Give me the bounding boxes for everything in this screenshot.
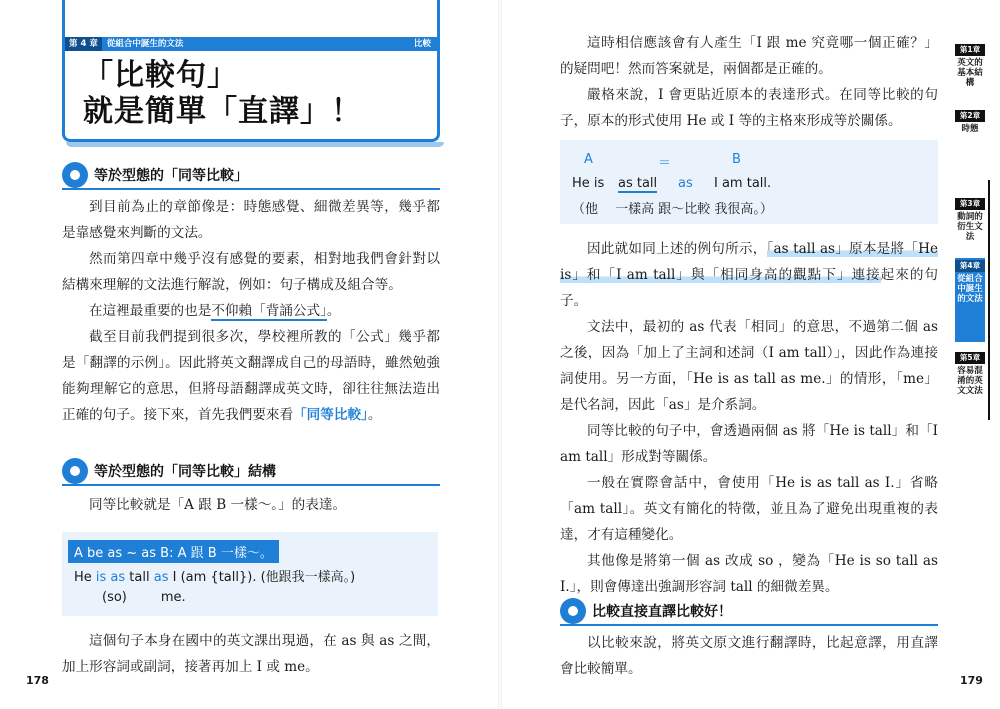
section-heading-1-label: 等於型態的「同等比較」 [94,168,248,184]
example-line-2 [102,590,186,605]
section-heading-2 [62,460,440,482]
section-heading-2-label: 等於型態的「同等比較」結構 [94,464,276,480]
chapter-tab-4[interactable] [955,258,985,342]
example-line-1 [74,566,355,585]
paragraph [560,236,938,314]
example-heading: A be as ~ as B: A 跟 B 一樣～。 [68,540,279,563]
chapter-tab-num: 第5章 [955,352,985,364]
paragraph: 一般在實際會話中，會使用「He is as tall as I.」省略「am tall」。英文有簡化的特徵，並且為了避免出現重複的表達，才有這種變化。 [560,475,938,543]
page-number-left: 178 [26,674,49,687]
chapter-title: 從組合中誕生的文法 [106,39,184,49]
chapter-tab-3[interactable] [955,198,985,248]
chapter-tab-num: 第1章 [955,44,985,56]
text-run: 截至目前我們提到很多次，學校裡所教的「公式」幾乎都是「翻譯的示例」。因此將英文翻譯成自己的母語時，雖然勉強能夠理解它的意思，但將母語翻譯成英文時，卻往往無法造出正確的句子。接下來，首先我們要來看 [62,329,440,423]
chapter-tab-text: 從組合中誕生的文法 [957,274,983,304]
page-title [83,58,362,130]
example-highlight: as [153,570,169,585]
eq-row2-b: as tall [618,176,658,191]
text-run: 。 [367,407,382,423]
emphasis-text: 不仰賴「背誦公式」 [211,303,327,319]
eq-row2-d: I am tall. [714,176,772,191]
section-underline [62,188,440,190]
chapter-strip [65,37,437,51]
paragraph [62,298,440,324]
text-run: 因此就如同上述的例句所示， [587,241,767,257]
chapter-tab-2[interactable] [955,110,985,146]
text-run: 。 [326,303,341,319]
section-underline [560,624,938,626]
chapter-tab-5[interactable] [955,352,985,412]
paragraph: 這時相信應該會有人產生「I 跟 me 究竟哪一個正確？」的疑問吧！然而答案就是，兩個都是正確的。 [560,35,938,77]
eq-row3: （他 一樣高 跟～比較 我很高。） [572,202,773,217]
gear-icon [62,162,88,188]
title-line-2: 就是簡單「直譯」！ [83,94,362,129]
chapter-tab-text: 容易混淆的英文文法 [957,366,983,396]
gear-icon [560,598,586,624]
paragraph: 同等比較的句子中，會透過兩個 as 將「He is tall」和「I am tall」形成對等關係。 [560,423,938,465]
section-heading-3-label: 比較直接直譯比較好！ [592,604,732,620]
chapter-tag: 第 4 章 [65,37,102,51]
paragraph: 然而第四章中幾乎沒有感覺的要素，相對地我們會針對以結構來理解的文法進行解說，例如：句子構成及組合等。 [62,251,440,293]
eq-row2-a: He is [572,176,605,191]
paragraph: 同等比較就是「A 跟 B 一樣～。」的表達。 [89,497,347,513]
section-heading-3 [560,600,938,622]
paragraph: 文法中，最初的 as 代表「相同」的意思，不過第二個 as 之後，因為「加上了主詞和述詞（I am tall）」，因此作為連接詞使用。另一方面，「He is as tall as me.」的情形，「me」是代名詞，因此「as」是介系詞。 [560,319,938,413]
paragraph: 以比較來說，將英文原文進行翻譯時，比起意譯，用直譯會比較簡單。 [560,635,938,677]
chapter-tab-num: 第3章 [955,198,985,210]
paragraph [62,324,440,428]
page-number-right: 179 [960,674,983,687]
eq-a: A [584,152,593,167]
chapter-tab-1[interactable] [955,44,985,94]
equation-box [560,140,938,224]
paragraph: 其他像是將第一個 as 改成 so ，變為「He is so tall as I.」，則會傳達出強調形容詞 tall 的細微差異。 [560,553,938,595]
gear-icon [62,458,88,484]
paragraph: 嚴格來說，I 會更貼近原本的表達形式。在同等比較的句子，原本的形式使用 He 或 I 等的主格來形成等於關係。 [560,87,938,129]
highlight-text: 「as tall as」原本是將「He is」和「I am tall」與「相同身高的觀點下」連接 [560,241,939,283]
chapter-topic: 比較 [413,39,431,49]
example-box [62,532,438,616]
paragraph: 到目前為止的章節像是：時態感覺、細微差異等，幾乎都是靠感覺來判斷的文法。 [62,199,440,241]
text-run: me. [160,590,186,605]
paragraph: 這個句子本身在國中的英文課出現過，在 as 與 as 之間，加上形容詞或副詞，接著再加上 I 或 me。 [62,633,440,675]
section-underline [62,484,440,486]
title-box-shadow [66,142,444,147]
title-line-1: 「比較句」 [83,58,238,93]
chapter-header-box [62,0,440,142]
text-run: 起來的句子。 [560,267,939,309]
eq-b: B [732,152,741,167]
emphasis-text: 「同等比較」 [293,407,368,423]
text-run: tall [125,570,154,585]
text-run: I (am {tall}). (他跟我一樣高。) [168,570,356,585]
text-run: 在這裡最重要的也是 [89,303,212,319]
text-run: (so) [102,590,127,605]
example-highlight: is as [95,570,126,585]
chapter-tab-num: 第2章 [955,110,985,122]
right-page [500,0,1000,709]
text-run: He [74,570,96,585]
chapter-tab-text: 英文的基本結構 [957,58,983,88]
chapter-tab-text: 時態 [961,124,979,134]
chapter-tab-num: 第4章 [955,260,985,272]
eq-sign: ＝ [658,156,672,171]
chapter-tab-text: 動詞的衍生文法 [957,212,983,242]
side-tab-rule [988,180,990,420]
section-heading-1 [62,164,440,186]
eq-row2-c: as [678,176,693,191]
